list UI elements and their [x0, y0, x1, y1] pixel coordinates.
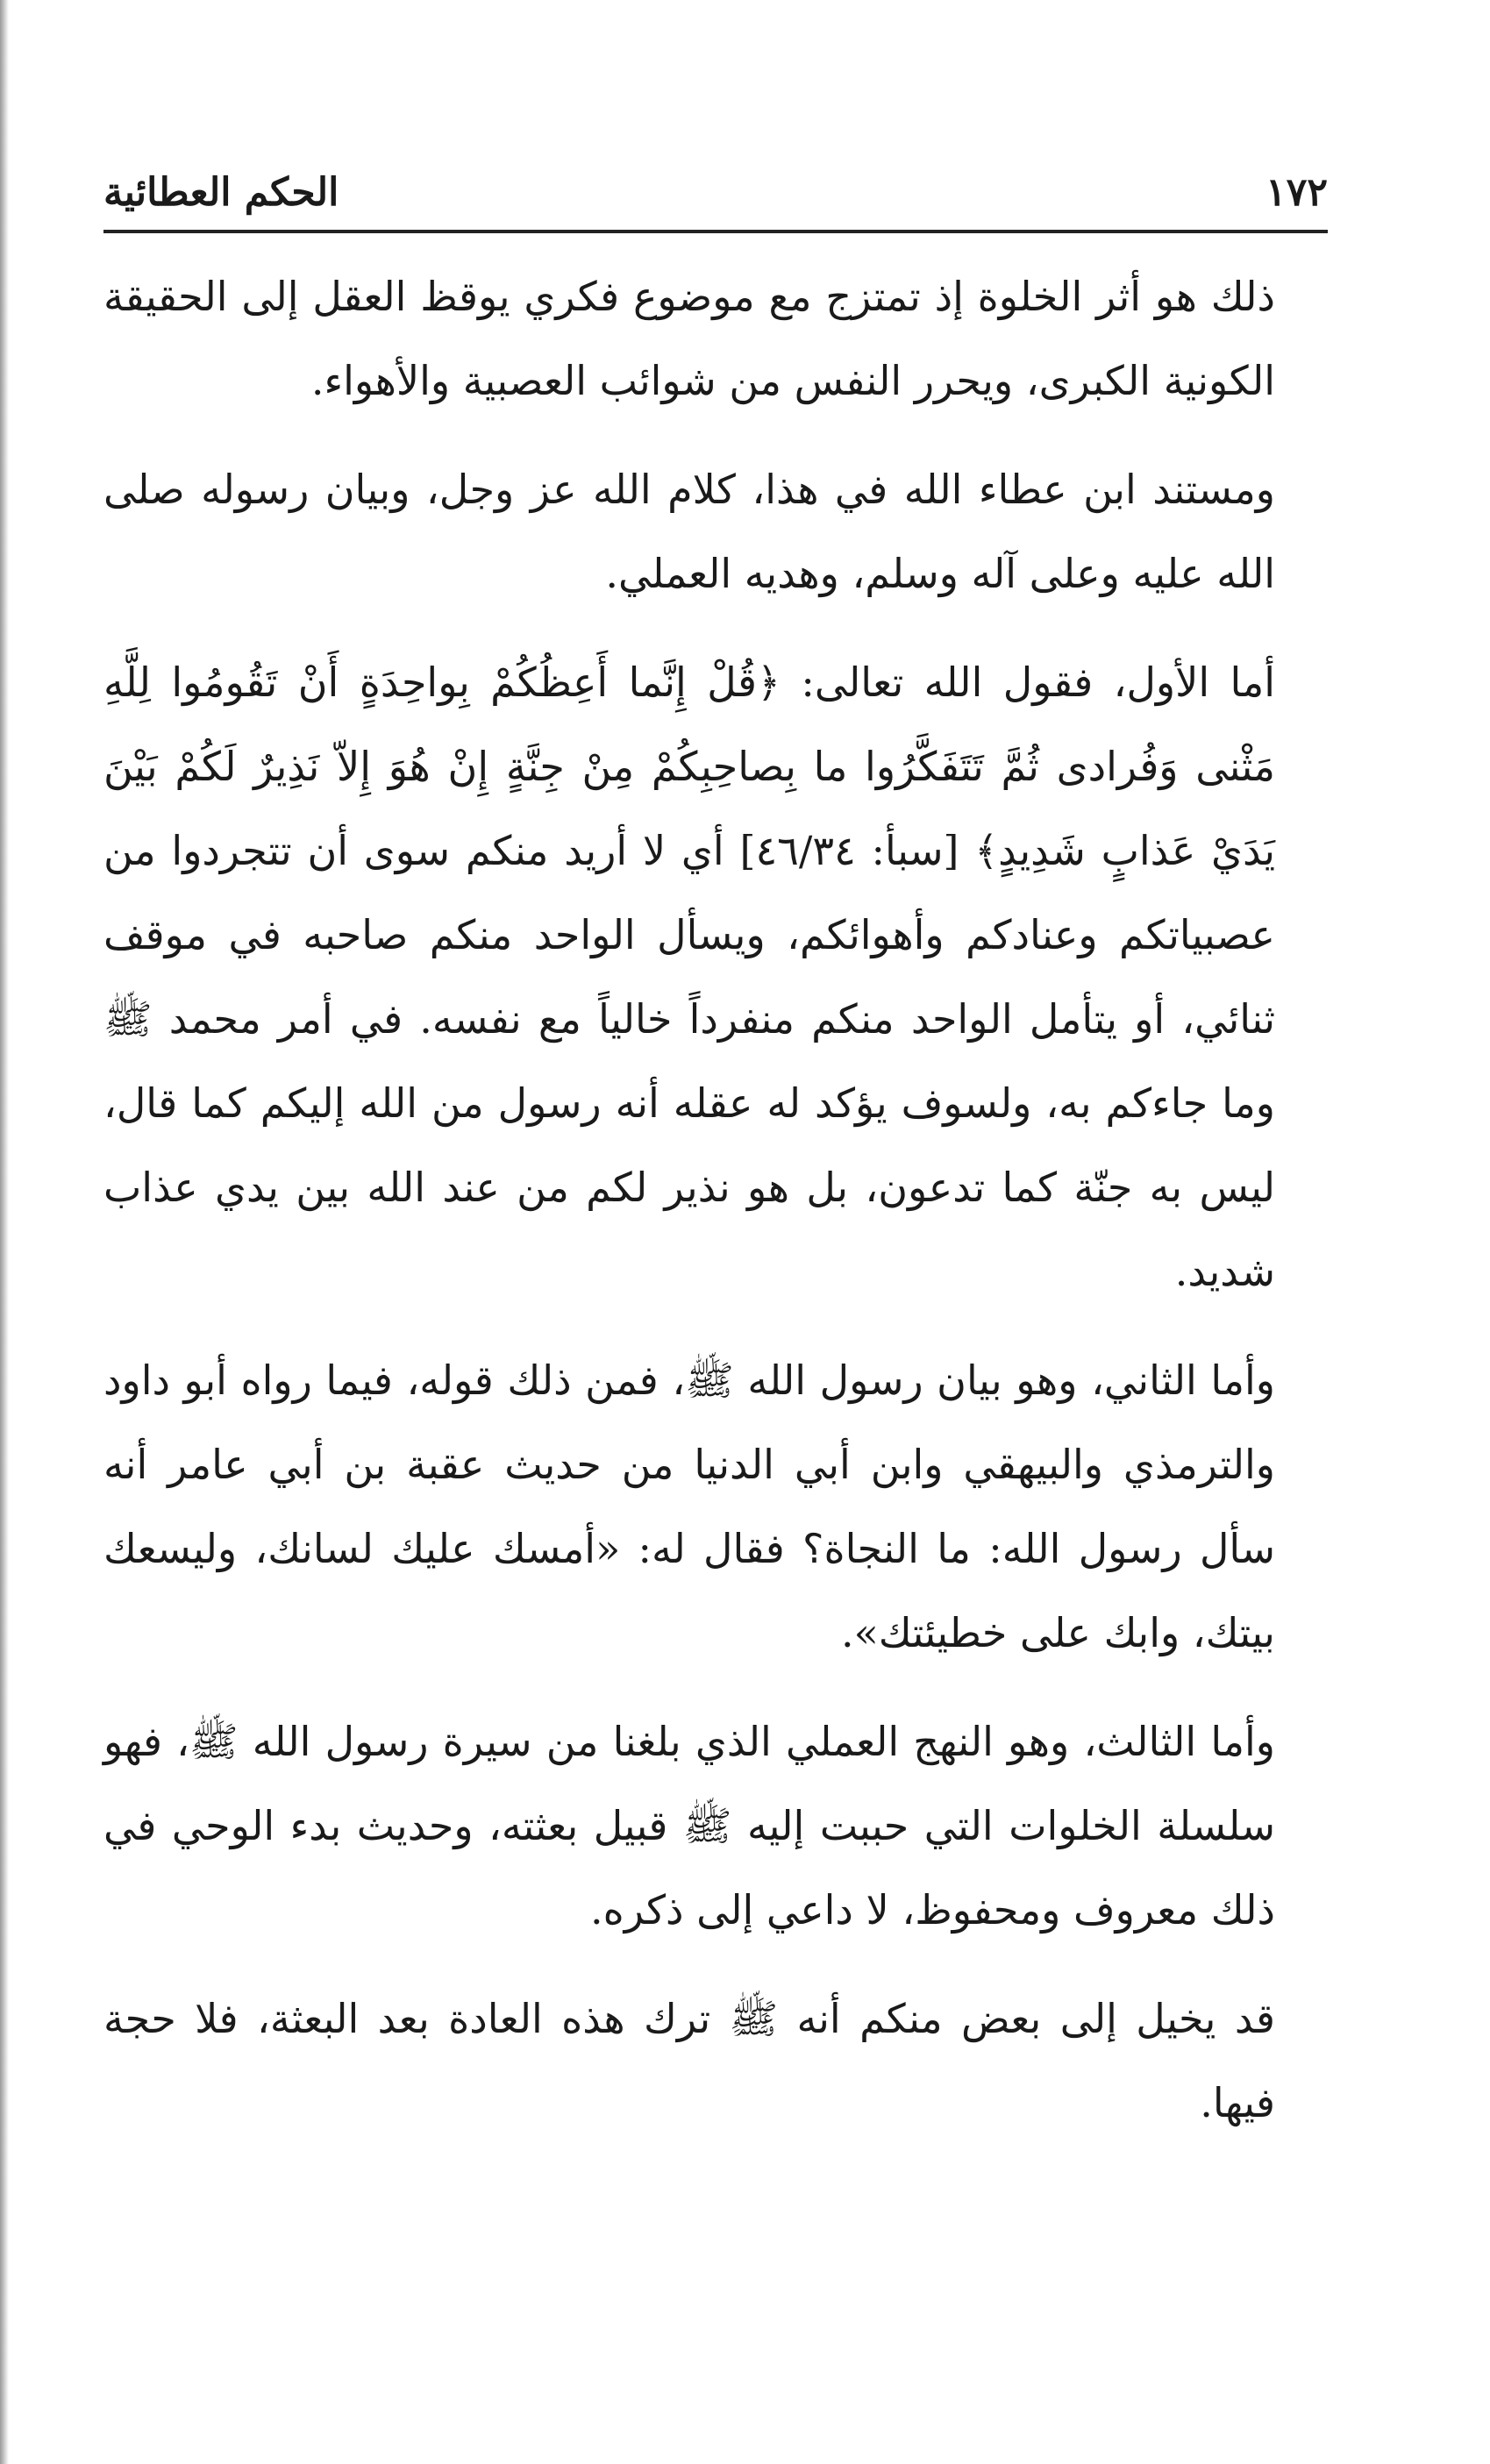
- header-rule: [103, 230, 1328, 233]
- running-title: الحكم العطائية: [103, 170, 339, 215]
- paragraph-4: وأما الثاني، وهو بيان رسول الله ﷺ، فمن ذلك قوله، فيما رواه أبو داود والترمذي والبيهقي وابن أبي الدنيا من حديث عقبة بن أبي عامر أنه سأل رسول الله: ما النجاة؟ فقال له: «أمسك عليك لسانك، وليسعك بيتك، وابك على خطيئتك».: [103, 1357, 1275, 1656]
- page-header: [103, 167, 1328, 219]
- page-edge-shadow: [0, 0, 9, 2464]
- paragraph-1: ذلك هو أثر الخلوة إذ تمتزج مع موضوع فكري يوقظ العقل إلى الحقيقة الكونية الكبرى، ويحرر النفس من شوائب العصبية والأهواء.: [103, 273, 1275, 404]
- paragraph-2: ومستند ابن عطاء الله في هذا، كلام الله عز وجل، وبيان رسوله صلى الله عليه وعلى آله وسلم، وهديه العملي.: [103, 466, 1275, 597]
- paragraph-6: قد يخيل إلى بعض منكم أنه ﷺ ترك هذه العادة بعد البعثة، فلا حجة فيها.: [103, 1995, 1275, 2126]
- page-number: ١٧٢: [1265, 170, 1328, 215]
- body-text: [103, 254, 1328, 2169]
- paragraph-3: أما الأول، فقول الله تعالى: ﴿قُلْ إِنَّما أَعِظُكُمْ بِواحِدَةٍ أَنْ تَقُومُوا لِلَّهِ مَثْنى وَفُرادى ثُمَّ تَتَفَكَّرُوا ما بِصاحِبِكُمْ مِنْ جِنَّةٍ إِنْ هُوَ إِلاّ نَذِيرٌ لَكُمْ بَيْنَ يَدَيْ عَذابٍ شَدِيدٍ﴾ [سبأ: ٤٦/٣٤] أي لا أريد منكم سوى أن تتجردوا من عصبياتكم وعنادكم وأهوائكم، ويسأل الواحد منكم صاحبه في موقف ثنائي، أو يتأمل الواحد منكم منفرداً خالياً مع نفسه. في أمر محمد ﷺ وما جاءكم به، ولسوف يؤكد له عقله أنه رسول من الله إليكم كما قال، ليس به جنّة كما تدعون، بل هو نذير لكم من عند الله بين يدي عذاب شديد.: [103, 659, 1275, 1295]
- paragraph-5: وأما الثالث، وهو النهج العملي الذي بلغنا من سيرة رسول الله ﷺ، فهو سلسلة الخلوات التي حببت إليه ﷺ قبيل بعثته، وحديث بدء الوحي في ذلك معروف ومحفوظ، لا داعي إلى ذكره.: [103, 1718, 1275, 1933]
